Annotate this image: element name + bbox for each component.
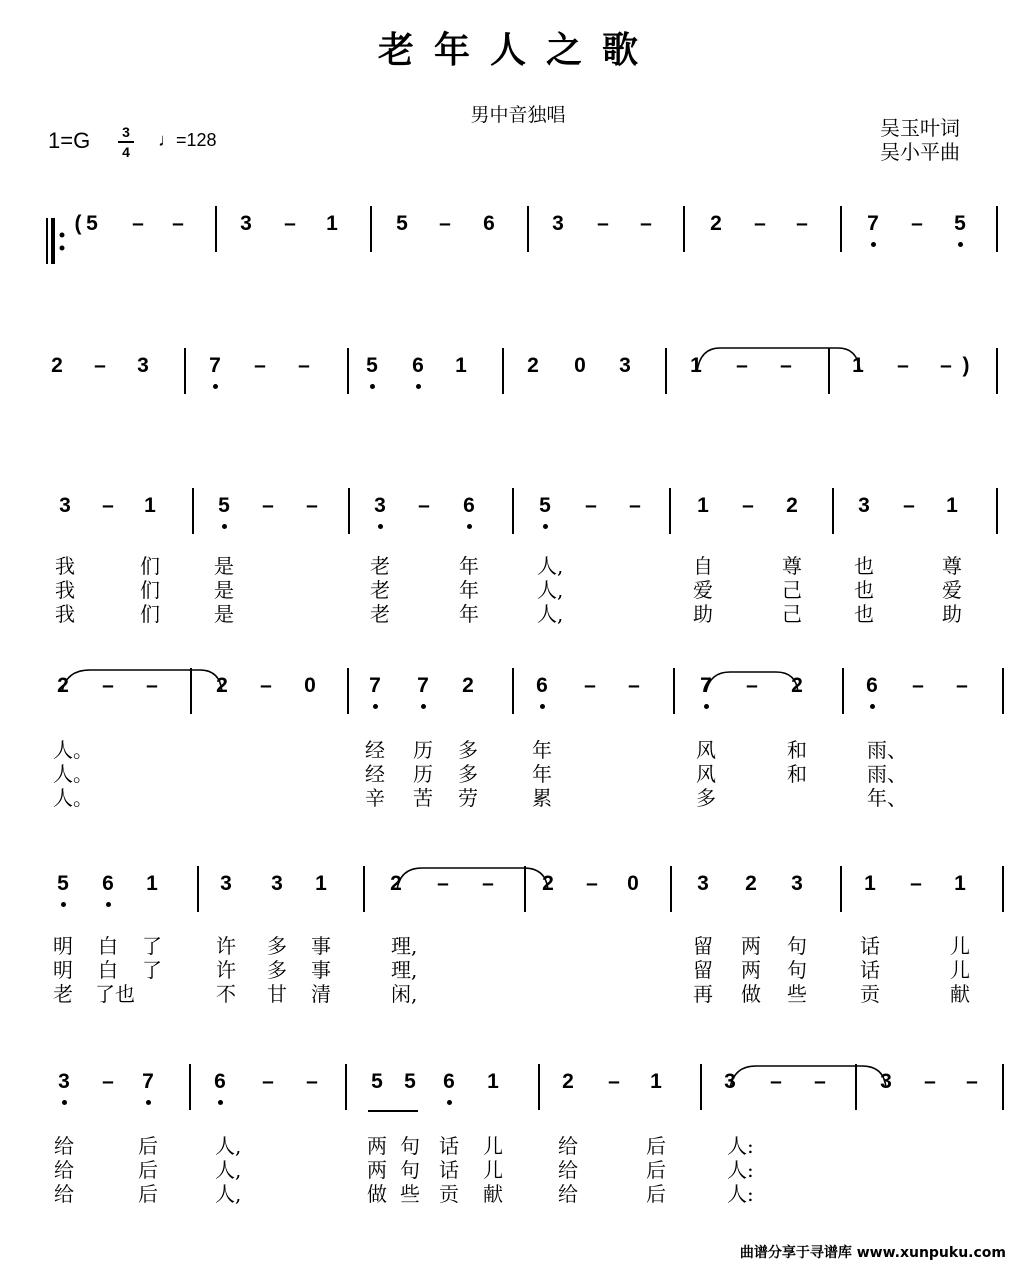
lyric-syllable: 后 [138, 1134, 158, 1158]
jianpu-note: 3 [880, 1070, 892, 1093]
lyric-syllable: 后 [138, 1182, 158, 1206]
jianpu-note: 1 [326, 212, 338, 235]
lyric-syllable: 我 [55, 554, 75, 578]
eighth-note-beam [368, 1110, 418, 1112]
jianpu-note: 2 [786, 494, 798, 517]
lyric-syllable: 给 [558, 1134, 578, 1158]
lyric-syllable: 们 [140, 578, 160, 602]
lyric-syllable: 献 [950, 982, 970, 1006]
jianpu-note: 3 [137, 354, 149, 377]
jianpu-note: – [897, 354, 909, 377]
jianpu-note: – [260, 674, 272, 697]
lyric-syllable: 甘 [267, 982, 287, 1006]
lyric-syllable: 人, [215, 1182, 242, 1206]
jianpu-note: 1 [697, 494, 709, 517]
jianpu-note: – [628, 674, 640, 697]
lyric-syllable: 己 [782, 602, 802, 626]
lyric-syllable: 儿 [483, 1158, 503, 1182]
lyric-syllable: 给 [54, 1158, 74, 1182]
jianpu-note: – [298, 354, 310, 377]
lyric-syllable: 后 [646, 1158, 666, 1182]
lyric-syllable: 自 [693, 554, 713, 578]
jianpu-note: 7 [700, 674, 712, 697]
tempo-value: =128 [176, 130, 217, 150]
lyric-syllable: 些 [787, 982, 807, 1006]
site-footer: 曲谱分享于寻谱库 www.xunpuku.com [739, 1245, 1006, 1261]
lyric-syllable: 不 [216, 982, 236, 1006]
time-signature-bottom: 4 [122, 144, 130, 160]
jianpu-note: – [640, 212, 652, 235]
lyric-syllable: 给 [558, 1158, 578, 1182]
jianpu-note: – [262, 1070, 274, 1093]
jianpu-note: 3 [58, 1070, 70, 1093]
jianpu-note: 2 [791, 674, 803, 697]
jianpu-note: 7 [867, 212, 879, 235]
jianpu-note: 6 [412, 354, 424, 377]
lyric-syllable: 人: [727, 1134, 754, 1158]
lyric-syllable: 尊 [942, 554, 962, 578]
jianpu-note: 6 [483, 212, 495, 235]
time-signature-top: 3 [122, 124, 130, 140]
jianpu-note: 2 [390, 872, 402, 895]
lyric-syllable: 儿 [483, 1134, 503, 1158]
jianpu-note: – [629, 494, 641, 517]
jianpu-note: 3 [697, 872, 709, 895]
lyric-syllable: 理, [391, 934, 418, 958]
jianpu-note: 6 [443, 1070, 455, 1093]
jianpu-note: 1 [650, 1070, 662, 1093]
jianpu-note: – [437, 872, 449, 895]
jianpu-note: 6 [536, 674, 548, 697]
composer-credit: 吴小平曲 [880, 140, 960, 164]
lyric-syllable: 句 [400, 1158, 420, 1182]
lyric-syllable: 两 [741, 958, 761, 982]
lyric-syllable: 是 [214, 578, 234, 602]
lyric-syllable: 年、 [867, 786, 907, 810]
lyric-syllable: 助 [942, 602, 962, 626]
jianpu-note: 6 [463, 494, 475, 517]
jianpu-note: 5 [218, 494, 230, 517]
lyric-syllable: 两 [741, 934, 761, 958]
jianpu-note: 2 [745, 872, 757, 895]
lyric-syllable: 两 [367, 1134, 387, 1158]
jianpu-note: – [966, 1070, 978, 1093]
lyric-syllable: 再 [693, 982, 713, 1006]
lyric-syllable: 年 [532, 762, 552, 786]
lyric-syllable: 老 [53, 982, 73, 1006]
jianpu-note: 7 [369, 674, 381, 697]
lyric-syllable: 劳 [458, 786, 478, 810]
jianpu-note: 0 [574, 354, 586, 377]
lyric-syllable: 年 [532, 738, 552, 762]
jianpu-note: 1 [455, 354, 467, 377]
lyric-syllable: 明 [53, 934, 73, 958]
lyric-syllable: 句 [787, 958, 807, 982]
jianpu-note: 2 [462, 674, 474, 697]
jianpu-note: – [102, 674, 114, 697]
lyric-syllable: 我 [55, 578, 75, 602]
jianpu-note: – [284, 212, 296, 235]
lyric-syllable: 事 [311, 934, 331, 958]
jianpu-note: 1 [487, 1070, 499, 1093]
tie-arc [62, 670, 222, 692]
lyric-syllable: 献 [483, 1182, 503, 1206]
jianpu-note: 2 [562, 1070, 574, 1093]
lyric-syllable: 后 [138, 1158, 158, 1182]
lyric-syllable: 风 [696, 738, 716, 762]
jianpu-note: 5 [954, 212, 966, 235]
jianpu-note: – [796, 212, 808, 235]
lyric-syllable: 们 [140, 602, 160, 626]
lyric-syllable: 了 [142, 958, 162, 982]
lyric-syllable: 人。 [53, 762, 93, 786]
repeat-sign-start [46, 218, 65, 264]
jianpu-note: – [306, 1070, 318, 1093]
lyric-syllable: 也 [854, 602, 874, 626]
jianpu-note: – [482, 872, 494, 895]
jianpu-note: 6 [214, 1070, 226, 1093]
lyric-syllable: 我 [55, 602, 75, 626]
jianpu-note: – [262, 494, 274, 517]
lyric-syllable: 给 [558, 1182, 578, 1206]
lyric-syllable: 苦 [413, 786, 433, 810]
lyric-syllable: 人, [215, 1158, 242, 1182]
lyric-syllable: 老 [370, 602, 390, 626]
lyric-syllable: 人。 [53, 738, 93, 762]
jianpu-note: – [911, 212, 923, 235]
lyric-syllable: 累 [532, 786, 552, 810]
lyric-syllable: 人: [727, 1182, 754, 1206]
jianpu-note: – [924, 1070, 936, 1093]
jianpu-note: 5 [539, 494, 551, 517]
jianpu-note: – [584, 674, 596, 697]
lyric-syllable: 爱 [693, 578, 713, 602]
jianpu-note: 3 [374, 494, 386, 517]
lyric-syllable: 了也 [95, 982, 135, 1006]
lyric-syllable: 白 [98, 934, 118, 958]
jianpu-note: 3 [724, 1070, 736, 1093]
lyric-syllable: 也 [854, 578, 874, 602]
jianpu-note: 0 [627, 872, 639, 895]
close-parenthesis: ) [962, 354, 970, 377]
lyric-syllable: 经 [365, 762, 385, 786]
jianpu-note: 3 [858, 494, 870, 517]
jianpu-note: – [956, 674, 968, 697]
lyric-syllable: 人。 [53, 786, 93, 810]
lyric-syllable: 爱 [942, 578, 962, 602]
lyric-syllable: 多 [267, 934, 287, 958]
jianpu-note: 3 [240, 212, 252, 235]
jianpu-note: – [903, 494, 915, 517]
lyric-syllable: 明 [53, 958, 73, 982]
jianpu-note: 7 [417, 674, 429, 697]
lyric-syllable: 儿 [950, 958, 970, 982]
lyric-syllable: 白 [98, 958, 118, 982]
jianpu-note: 6 [866, 674, 878, 697]
tie-arc [730, 1066, 886, 1088]
lyric-syllable: 老 [370, 554, 390, 578]
jianpu-note: – [586, 872, 598, 895]
song-title: 老年人之歌 [377, 29, 658, 71]
lyric-syllable: 多 [458, 738, 478, 762]
lyric-syllable: 给 [54, 1134, 74, 1158]
lyric-syllable: 人, [537, 554, 564, 578]
jianpu-note: 6 [102, 872, 114, 895]
lyric-syllable: 话 [439, 1158, 459, 1182]
jianpu-note: – [608, 1070, 620, 1093]
jianpu-note: 5 [86, 212, 98, 235]
jianpu-note: – [754, 212, 766, 235]
lyric-syllable: 清 [311, 982, 331, 1006]
lyric-syllable: 句 [787, 934, 807, 958]
jianpu-note: 1 [954, 872, 966, 895]
lyric-syllable: 助 [693, 602, 713, 626]
lyric-syllable: 尊 [782, 554, 802, 578]
lyric-syllable: 留 [693, 934, 713, 958]
lyric-syllable: 两 [367, 1158, 387, 1182]
jianpu-note: – [770, 1070, 782, 1093]
jianpu-note: 2 [710, 212, 722, 235]
lyric-syllable: 话 [860, 934, 880, 958]
lyric-syllable: 人, [537, 578, 564, 602]
lyric-syllable: 经 [365, 738, 385, 762]
lyric-syllable: 年 [459, 602, 479, 626]
jianpu-note: – [912, 674, 924, 697]
jianpu-note: – [102, 494, 114, 517]
jianpu-note: – [585, 494, 597, 517]
lyric-syllable: 历 [413, 762, 433, 786]
tie-arc [697, 348, 860, 372]
lyric-syllable: 些 [400, 1182, 420, 1206]
jianpu-note: 1 [144, 494, 156, 517]
jianpu-note: – [780, 354, 792, 377]
lyric-syllable: 多 [696, 786, 716, 810]
jianpu-note: – [742, 494, 754, 517]
jianpu-note: 7 [142, 1070, 154, 1093]
jianpu-note: – [439, 212, 451, 235]
jianpu-note: 2 [216, 674, 228, 697]
performance-note: 男中音独唱 [470, 104, 566, 126]
jianpu-note: 3 [619, 354, 631, 377]
lyric-syllable: 话 [439, 1134, 459, 1158]
jianpu-note: – [172, 212, 184, 235]
lyric-syllable: 许 [216, 934, 236, 958]
jianpu-note: – [306, 494, 318, 517]
lyric-syllable: 是 [214, 602, 234, 626]
jianpu-note: 2 [51, 354, 63, 377]
jianpu-note: 0 [304, 674, 316, 697]
jianpu-note: 1 [864, 872, 876, 895]
tie-arc [706, 672, 798, 692]
lyric-syllable: 多 [458, 762, 478, 786]
lyric-syllable: 人, [215, 1134, 242, 1158]
jianpu-note: – [94, 354, 106, 377]
jianpu-note: 1 [946, 494, 958, 517]
lyricist-credit: 吴玉叶词 [880, 116, 960, 140]
lyric-syllable: 贡 [439, 1182, 459, 1206]
lyric-syllable: 许 [216, 958, 236, 982]
tie-arc [397, 868, 548, 890]
jianpu-note: – [736, 354, 748, 377]
jianpu-note: 1 [852, 354, 864, 377]
jianpu-note: 1 [315, 872, 327, 895]
jianpu-note: 3 [791, 872, 803, 895]
lyric-syllable: 了 [142, 934, 162, 958]
jianpu-note: 2 [527, 354, 539, 377]
jianpu-note: 5 [366, 354, 378, 377]
jianpu-note: 7 [209, 354, 221, 377]
jianpu-note: 1 [690, 354, 702, 377]
jianpu-note: – [132, 212, 144, 235]
lyric-syllable: 理, [391, 958, 418, 982]
lyric-syllable: 多 [267, 958, 287, 982]
jianpu-note: 3 [271, 872, 283, 895]
jianpu-note: 1 [146, 872, 158, 895]
lyric-syllable: 们 [140, 554, 160, 578]
lyric-syllable: 儿 [950, 934, 970, 958]
lyric-syllable: 做 [367, 1182, 387, 1206]
lyric-syllable: 年 [459, 554, 479, 578]
lyric-syllable: 雨、 [867, 762, 907, 786]
lyric-syllable: 年 [459, 578, 479, 602]
lyric-syllable: 句 [400, 1134, 420, 1158]
jianpu-note: 5 [371, 1070, 383, 1093]
lyric-syllable: 贡 [860, 982, 880, 1006]
jianpu-note: – [146, 674, 158, 697]
jianpu-note: 5 [404, 1070, 416, 1093]
jianpu-note: 3 [59, 494, 71, 517]
lyric-syllable: 人: [727, 1158, 754, 1182]
lyric-syllable: 也 [854, 554, 874, 578]
jianpu-note: – [746, 674, 758, 697]
lyric-syllable: 历 [413, 738, 433, 762]
quarter-note-icon: ♩ [158, 130, 176, 150]
jianpu-note: – [940, 354, 952, 377]
jianpu-note: 5 [396, 212, 408, 235]
open-parenthesis: ( [74, 212, 82, 235]
lyric-syllable: 做 [741, 982, 761, 1006]
lyric-syllable: 是 [214, 554, 234, 578]
jianpu-note: – [910, 872, 922, 895]
key-signature: 1=G [48, 128, 91, 153]
jianpu-note: 5 [57, 872, 69, 895]
jianpu-note: 2 [57, 674, 69, 697]
jianpu-note: 3 [220, 872, 232, 895]
lyric-syllable: 留 [693, 958, 713, 982]
lyric-syllable: 闲, [391, 982, 418, 1006]
lyric-syllable: 给 [54, 1182, 74, 1206]
lyric-syllable: 后 [646, 1182, 666, 1206]
lyric-syllable: 己 [782, 578, 802, 602]
lyric-syllable: 老 [370, 578, 390, 602]
jianpu-note: – [254, 354, 266, 377]
lyric-syllable: 和 [787, 738, 807, 762]
jianpu-note: – [102, 1070, 114, 1093]
lyric-syllable: 话 [860, 958, 880, 982]
jianpu-note: 2 [542, 872, 554, 895]
jianpu-note: – [814, 1070, 826, 1093]
lyric-syllable: 事 [311, 958, 331, 982]
lyric-syllable: 和 [787, 762, 807, 786]
lyric-syllable: 雨、 [867, 738, 907, 762]
lyric-syllable: 人, [537, 602, 564, 626]
lyric-syllable: 辛 [365, 786, 385, 810]
lyric-syllable: 风 [696, 762, 716, 786]
jianpu-note: 3 [552, 212, 564, 235]
lyric-syllable: 后 [646, 1134, 666, 1158]
jianpu-note: – [418, 494, 430, 517]
jianpu-note: – [597, 212, 609, 235]
